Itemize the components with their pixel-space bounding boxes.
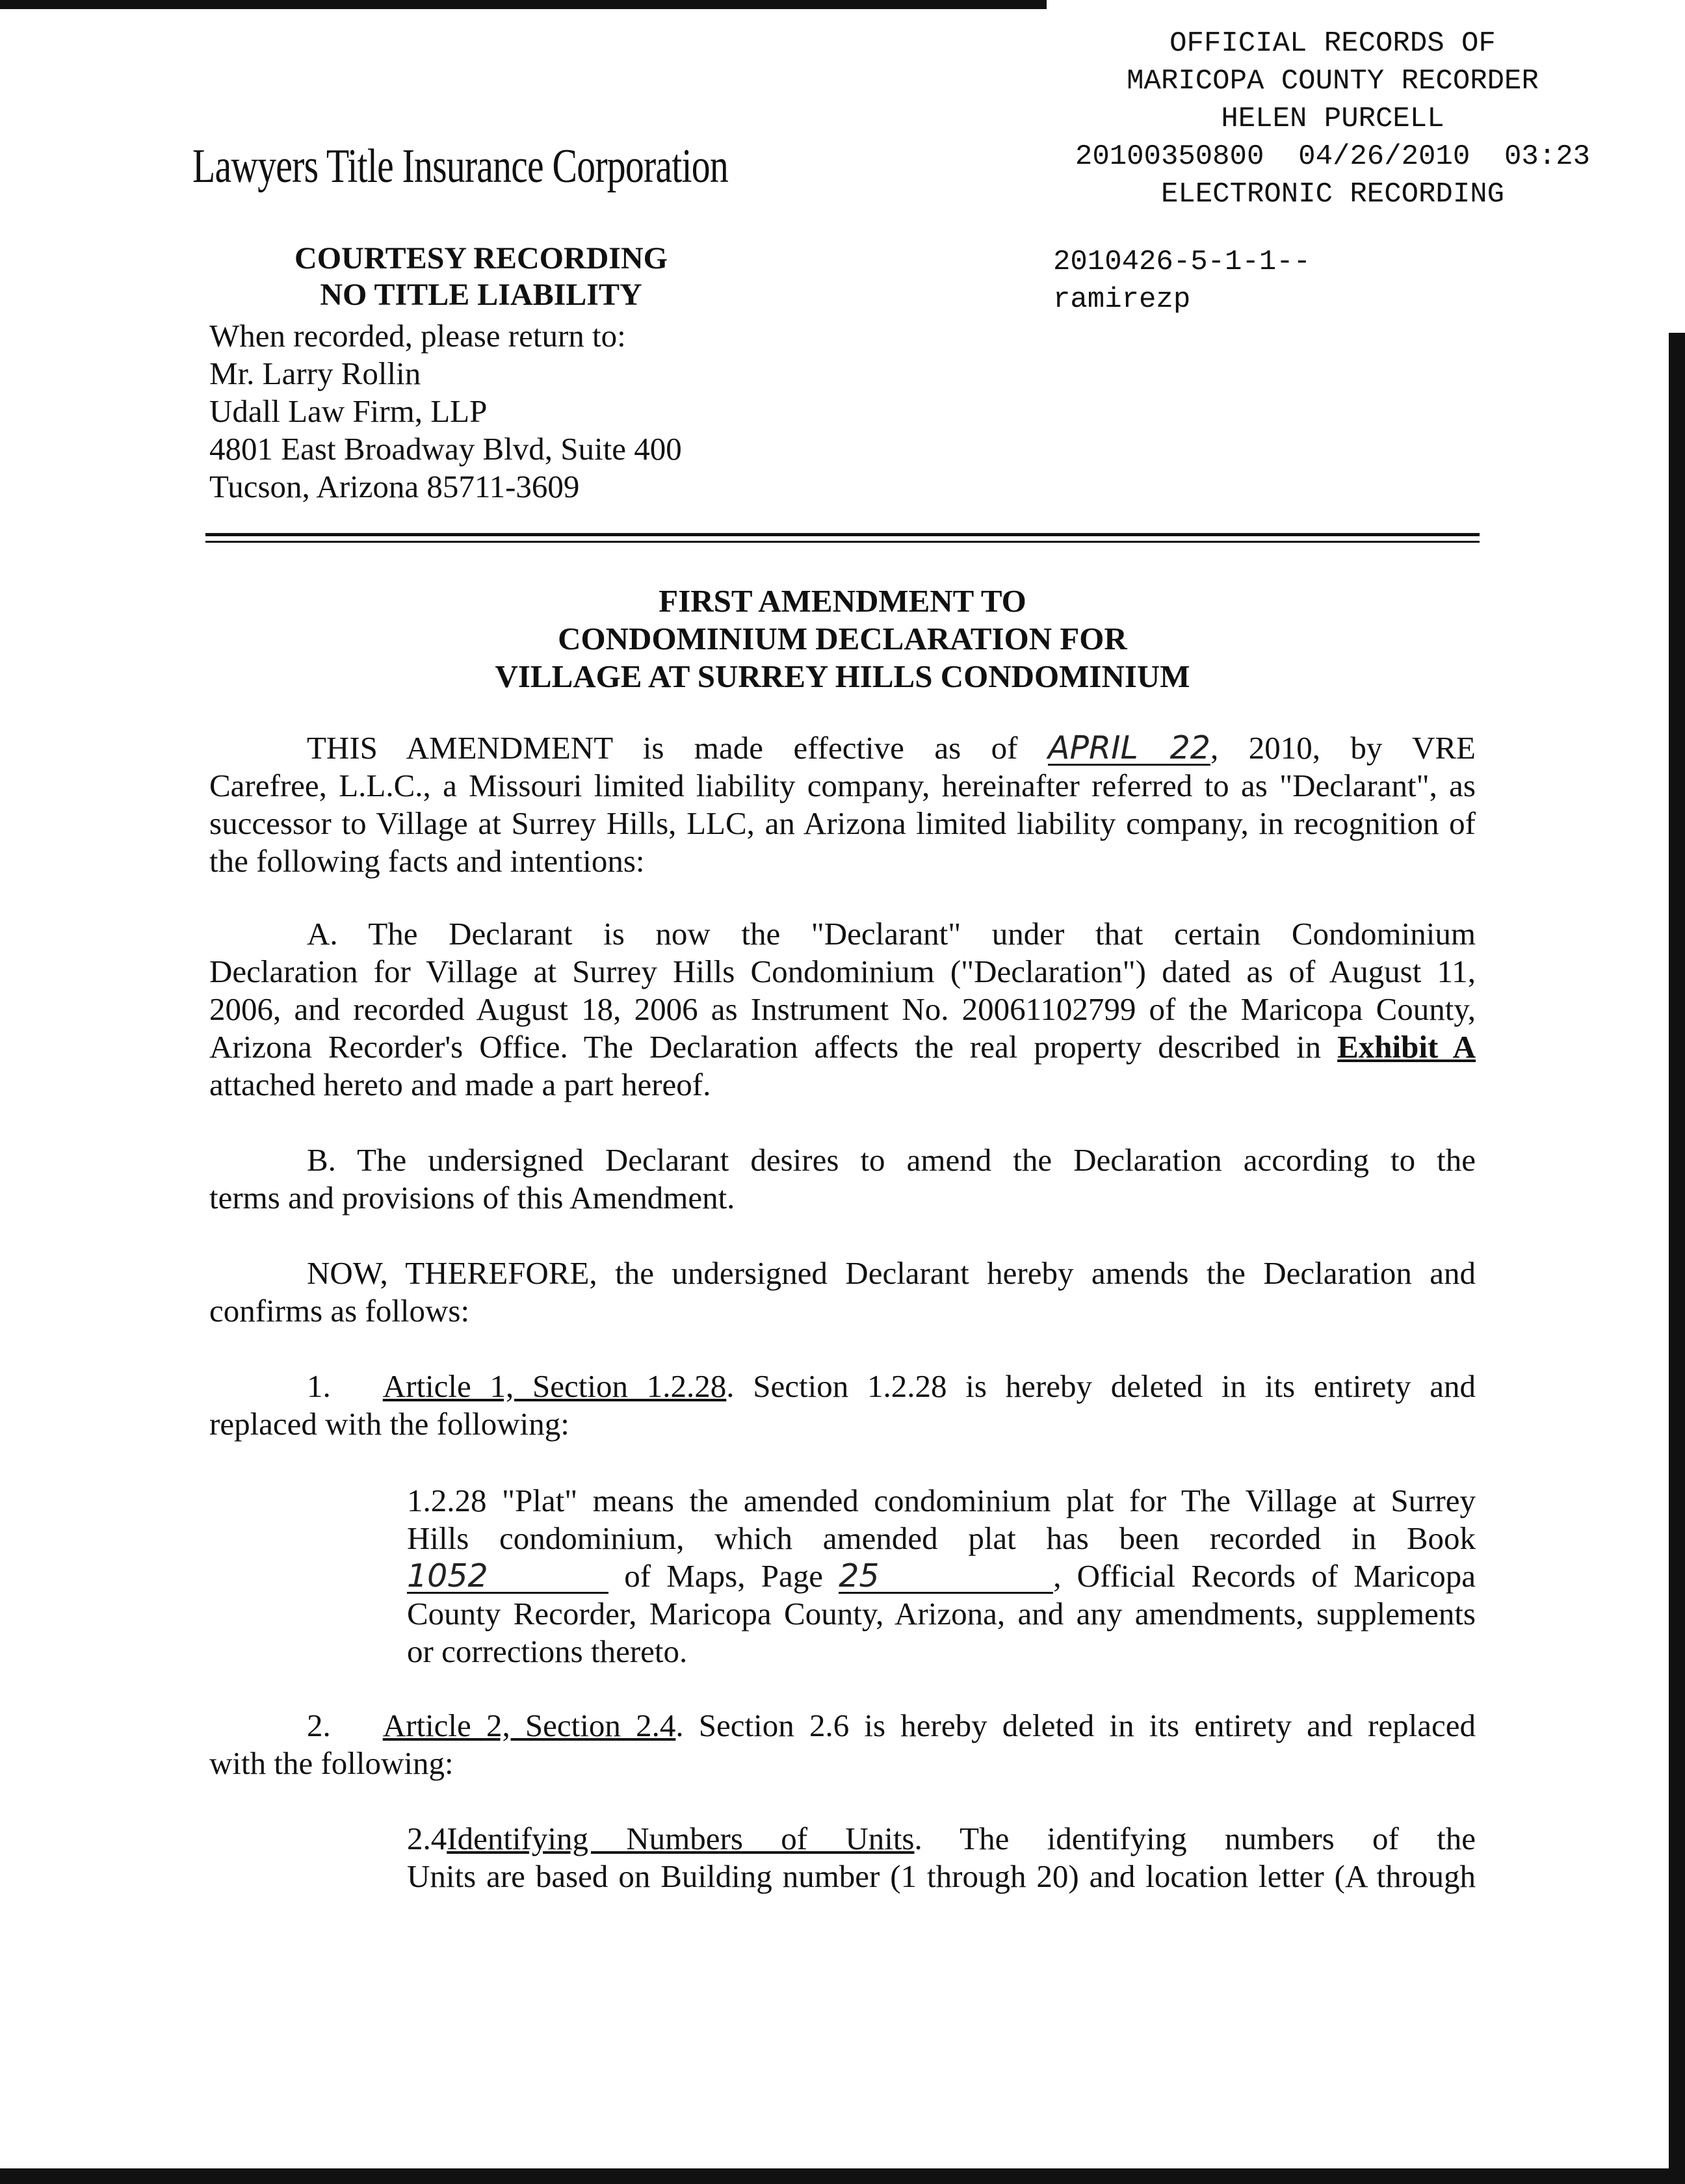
return-line: When recorded, please return to: [209, 318, 626, 354]
recital-line: terms and provisions of this Amendment. [209, 1180, 735, 1216]
plat-definition [407, 1482, 1476, 1670]
scan-edge-bottom [0, 2168, 1685, 2184]
return-line: Mr. Larry Rollin [209, 356, 421, 391]
title-line: VILLAGE AT SURREY HILLS CONDOMINIUM [495, 658, 1190, 694]
exhibit-a-reference: Exhibit A [1337, 1029, 1476, 1065]
courtesy-recording-notice [208, 240, 754, 313]
amendment-item-1 [209, 1368, 1476, 1443]
item-line: replaced with the following: [209, 1406, 569, 1442]
return-line: Udall Law Firm, LLP [209, 393, 488, 429]
intro-text: THIS AMENDMENT is made effective as of [307, 730, 1018, 766]
recital-line: Declaration for Village at Surrey Hills Condominium ("Declaration") dated as of August 11, [209, 954, 1476, 989]
recital-line: B. The undersigned Declarant desires to amend the Declaration according to the [307, 1142, 1476, 1178]
return-line: 4801 East Broadway Blvd, Suite 400 [209, 431, 682, 467]
quote-text: 1.2.28 "Plat" means the amended condominium plat for The Village at Surrey [407, 1483, 1476, 1518]
recorder-line: HELEN PURCELL [1221, 103, 1444, 135]
courtesy-line: NO TITLE LIABILITY [320, 278, 642, 312]
intro-line: successor to Village at Surrey Hills, LLC, an Arizona limited liability company, in recognition of [209, 805, 1476, 841]
item-text: . Section 1.2.28 is hereby deleted in its entirety and [726, 1368, 1476, 1404]
now-therefore-paragraph [209, 1254, 1476, 1330]
now-line: confirms as follows: [209, 1293, 470, 1329]
handwritten-page-number: 25 [839, 1561, 1053, 1594]
title-line: FIRST AMENDMENT TO [659, 583, 1026, 619]
recital-line: Arizona Recorder's Office. The Declaration affects the real property described in [209, 1029, 1322, 1065]
now-line: NOW, THEREFORE, the undersigned Declarant hereby amends the Declaration and [307, 1255, 1476, 1291]
intro-line: Carefree, L.L.C., a Missouri limited liability company, hereinafter referred to as "Declarant", as [209, 768, 1476, 803]
recorder-number: 20100350800 04/26/2010 03:23 [1075, 140, 1591, 173]
recorder-stamp [1040, 25, 1625, 213]
item-heading: Article 2, Section 2.4 [382, 1708, 676, 1743]
item-text: . Section 2.6 is hereby deleted in its entirety and replaced [675, 1708, 1476, 1743]
intro-text: , 2010, by VRE [1210, 730, 1476, 766]
document-title [205, 582, 1480, 696]
section-line: Units are based on Building number (1 through 20) and location letter (A through [407, 1858, 1476, 1894]
intro-line: the following facts and intentions: [209, 843, 645, 879]
amendment-item-2 [209, 1707, 1476, 1782]
recording-id [1053, 243, 1311, 318]
section-text: . The identifying numbers of the [914, 1821, 1476, 1856]
identifying-numbers-section [407, 1820, 1476, 1895]
recorder-line: ELECTRONIC RECORDING [1160, 178, 1505, 211]
item-heading: Article 1, Section 1.2.28 [382, 1368, 727, 1404]
recital-line: A. The Declarant is now the "Declarant" under that certain Condominium [307, 916, 1476, 952]
recording-clerk: ramirezp [1053, 283, 1191, 316]
quote-line: or corrections thereto. [407, 1633, 688, 1669]
item-number: 2. [307, 1708, 331, 1743]
item-number: 1. [307, 1368, 331, 1404]
item-line: with the following: [209, 1745, 454, 1781]
divider-line [205, 533, 1480, 536]
recital-a [209, 915, 1476, 1104]
scan-edge-right [1669, 333, 1685, 2184]
title-line: CONDOMINIUM DECLARATION FOR [558, 621, 1127, 656]
recital-b [209, 1141, 1476, 1217]
intro-paragraph [209, 729, 1476, 880]
recital-line: 2006, and recorded August 18, 2006 as Instrument No. 20061102799 of the Maricopa County, [209, 991, 1476, 1027]
divider-line [205, 541, 1480, 543]
quote-text: of Maps, Page [624, 1558, 823, 1594]
courtesy-line: COURTESY RECORDING [294, 241, 668, 276]
recorder-line: MARICOPA COUNTY RECORDER [1127, 65, 1539, 98]
recital-line: attached hereto and made a part hereof. [209, 1067, 711, 1102]
handwritten-book-number: 1052 [407, 1561, 608, 1594]
return-line: Tucson, Arizona 85711-3609 [209, 469, 580, 504]
section-heading: Identifying Numbers of Units [447, 1821, 915, 1856]
quote-line: County Recorder, Maricopa County, Arizona, and any amendments, supplements [407, 1596, 1476, 1632]
section-number: 2.4 [407, 1821, 447, 1856]
scan-edge-top [0, 0, 1047, 9]
quote-line: Hills condominium, which amended plat has been recorded in Book [407, 1520, 1476, 1556]
return-address-block [209, 317, 682, 506]
quote-text: , Official Records of Maricopa [1053, 1558, 1476, 1594]
recording-id-line: 2010426-5-1-1-- [1053, 246, 1311, 278]
recorder-line: OFFICIAL RECORDS OF [1169, 27, 1496, 60]
company-logo: Lawyers Title Insurance Corporation [192, 140, 728, 193]
handwritten-date: APRIL 22 [1047, 729, 1210, 766]
